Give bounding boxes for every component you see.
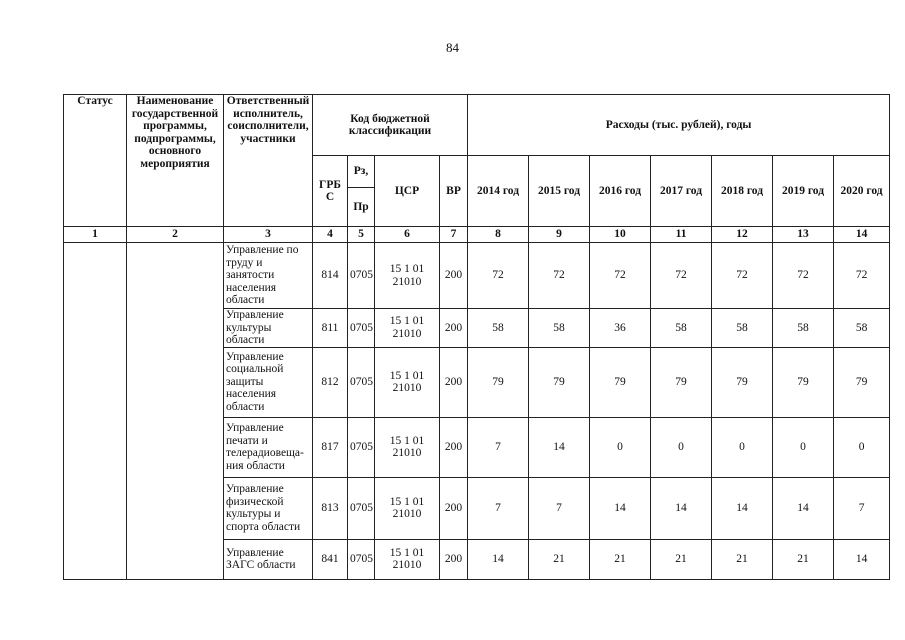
- vr-cell: 200: [440, 539, 468, 579]
- rzpr-cell: 0705: [348, 347, 375, 417]
- table-row: [64, 243, 890, 309]
- amount-cell: 79: [468, 347, 529, 417]
- amount-cell: 58: [651, 309, 712, 348]
- amount-cell: 79: [712, 347, 773, 417]
- executor-cell: Управление печати и телерадиовеща-ния области: [224, 417, 313, 477]
- header-responsible: Ответственный исполнитель, соисполнители, участники: [224, 95, 313, 227]
- amount-cell: 14: [590, 477, 651, 539]
- vr-cell: 200: [440, 243, 468, 309]
- rzpr-cell: 0705: [348, 243, 375, 309]
- csr-cell: 15 1 01 21010: [375, 417, 440, 477]
- header-year: 2018 год: [712, 156, 773, 227]
- vr-cell: 200: [440, 309, 468, 348]
- status-cell: [64, 243, 127, 580]
- amount-cell: 21: [651, 539, 712, 579]
- amount-cell: 58: [773, 309, 834, 348]
- header-name: Наименование государственной программы, подпрограммы, основного мероприятия: [127, 95, 224, 227]
- amount-cell: 7: [468, 477, 529, 539]
- grbs-cell: 812: [313, 347, 348, 417]
- budget-table: [63, 94, 890, 580]
- amount-cell: 21: [712, 539, 773, 579]
- col-number: 1: [64, 227, 127, 243]
- col-number: 14: [834, 227, 890, 243]
- amount-cell: 58: [529, 309, 590, 348]
- header-budget-code: Код бюджетной классификации: [313, 95, 468, 156]
- rzpr-cell: 0705: [348, 417, 375, 477]
- amount-cell: 14: [468, 539, 529, 579]
- rzpr-cell: 0705: [348, 539, 375, 579]
- amount-cell: 79: [834, 347, 890, 417]
- amount-cell: 0: [834, 417, 890, 477]
- amount-cell: 14: [834, 539, 890, 579]
- header-year: 2015 год: [529, 156, 590, 227]
- amount-cell: 7: [468, 417, 529, 477]
- amount-cell: 79: [529, 347, 590, 417]
- executor-cell: Управление культуры области: [224, 309, 313, 348]
- amount-cell: 7: [834, 477, 890, 539]
- csr-cell: 15 1 01 21010: [375, 539, 440, 579]
- csr-cell: 15 1 01 21010: [375, 243, 440, 309]
- header-year: 2014 год: [468, 156, 529, 227]
- col-number: 10: [590, 227, 651, 243]
- grbs-cell: 811: [313, 309, 348, 348]
- col-number: 12: [712, 227, 773, 243]
- header-rz: Рз,: [348, 156, 375, 188]
- col-number: 3: [224, 227, 313, 243]
- amount-cell: 14: [651, 477, 712, 539]
- col-number: 7: [440, 227, 468, 243]
- header-csr: ЦСР: [375, 156, 440, 227]
- amount-cell: 58: [468, 309, 529, 348]
- amount-cell: 72: [590, 243, 651, 309]
- amount-cell: 21: [529, 539, 590, 579]
- program-name-cell: [127, 243, 224, 580]
- executor-cell: Управление по труду и занятости населения области: [224, 243, 313, 309]
- header-expenses: Расходы (тыс. рублей), годы: [468, 95, 890, 156]
- amount-cell: 79: [651, 347, 712, 417]
- amount-cell: 72: [712, 243, 773, 309]
- csr-cell: 15 1 01 21010: [375, 309, 440, 348]
- rzpr-cell: 0705: [348, 477, 375, 539]
- header-vr: ВР: [440, 156, 468, 227]
- col-number: 11: [651, 227, 712, 243]
- page-number: 84: [446, 40, 459, 55]
- col-number: 5: [348, 227, 375, 243]
- header-year: 2020 год: [834, 156, 890, 227]
- amount-cell: 14: [529, 417, 590, 477]
- header-status: Статус: [64, 95, 127, 227]
- grbs-cell: 817: [313, 417, 348, 477]
- vr-cell: 200: [440, 477, 468, 539]
- rzpr-cell: 0705: [348, 309, 375, 348]
- amount-cell: 0: [651, 417, 712, 477]
- executor-cell: Управление социальной защиты населения области: [224, 347, 313, 417]
- header-year: 2016 год: [590, 156, 651, 227]
- executor-cell: Управление физической культуры и спорта области: [224, 477, 313, 539]
- vr-cell: 200: [440, 347, 468, 417]
- amount-cell: 58: [712, 309, 773, 348]
- amount-cell: 0: [712, 417, 773, 477]
- header-year: 2017 год: [651, 156, 712, 227]
- executor-cell: Управление ЗАГС области: [224, 539, 313, 579]
- amount-cell: 0: [773, 417, 834, 477]
- amount-cell: 72: [773, 243, 834, 309]
- amount-cell: 79: [773, 347, 834, 417]
- amount-cell: 14: [773, 477, 834, 539]
- header-grbs: ГРБ С: [313, 156, 348, 227]
- amount-cell: 72: [468, 243, 529, 309]
- amount-cell: 14: [712, 477, 773, 539]
- col-number: 13: [773, 227, 834, 243]
- amount-cell: 0: [590, 417, 651, 477]
- col-number: 9: [529, 227, 590, 243]
- grbs-cell: 814: [313, 243, 348, 309]
- amount-cell: 72: [529, 243, 590, 309]
- header-pr: Пр: [348, 188, 375, 227]
- csr-cell: 15 1 01 21010: [375, 477, 440, 539]
- grbs-cell: 813: [313, 477, 348, 539]
- col-number: 8: [468, 227, 529, 243]
- amount-cell: 79: [590, 347, 651, 417]
- header-year: 2019 год: [773, 156, 834, 227]
- amount-cell: 7: [529, 477, 590, 539]
- amount-cell: 72: [834, 243, 890, 309]
- col-number: 2: [127, 227, 224, 243]
- col-number: 4: [313, 227, 348, 243]
- csr-cell: 15 1 01 21010: [375, 347, 440, 417]
- amount-cell: 21: [773, 539, 834, 579]
- grbs-cell: 841: [313, 539, 348, 579]
- amount-cell: 58: [834, 309, 890, 348]
- amount-cell: 36: [590, 309, 651, 348]
- amount-cell: 72: [651, 243, 712, 309]
- col-number: 6: [375, 227, 440, 243]
- vr-cell: 200: [440, 417, 468, 477]
- amount-cell: 21: [590, 539, 651, 579]
